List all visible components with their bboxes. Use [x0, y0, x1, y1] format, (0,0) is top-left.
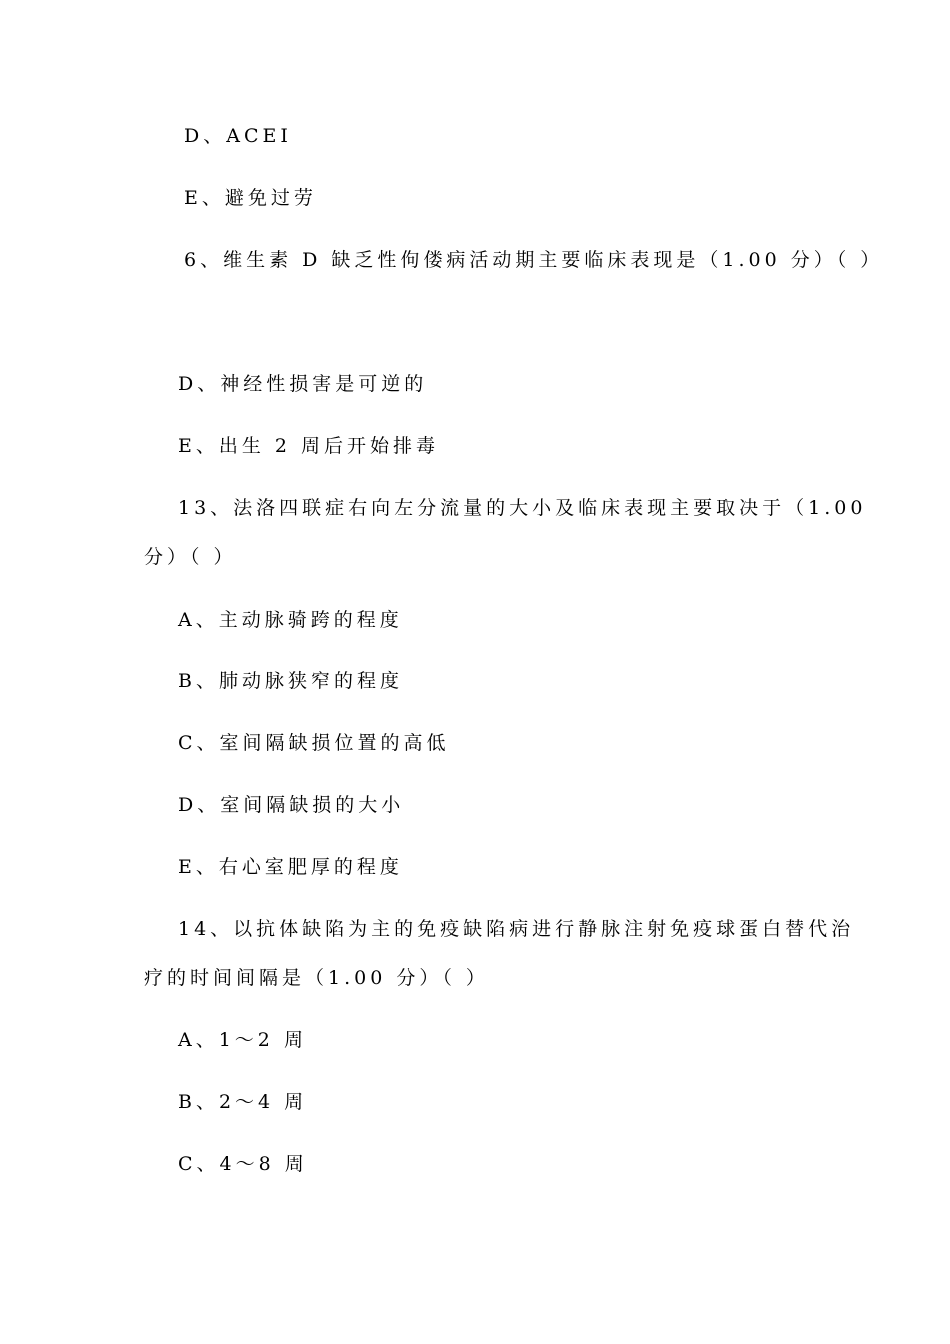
question-14-option-c: C、4～8 周 [178, 1153, 308, 1175]
question-13-option-b: B、肺动脉狭窄的程度 [178, 670, 403, 692]
question-13-line-2: 分）（ ） [144, 546, 237, 568]
question-13-option-d: D、室间隔缺损的大小 [178, 794, 405, 816]
question-6: 6、维生素 D 缺乏性佝偻病活动期主要临床表现是（1.00 分）（ ） [184, 249, 884, 271]
question-14-option-b: B、2～4 周 [178, 1091, 308, 1113]
question-13-option-a: A、主动脉骑跨的程度 [178, 609, 403, 631]
question-13-line-1: 13、法洛四联症右向左分流量的大小及临床表现主要取决于（1.00 [178, 497, 867, 519]
question-14-line-2: 疗的时间间隔是（1.00 分）（ ） [144, 967, 489, 989]
question-14-line-1: 14、以抗体缺陷为主的免疫缺陷病进行静脉注射免疫球蛋白替代治 [178, 918, 855, 940]
question-14-option-a: A、1～2 周 [178, 1029, 307, 1051]
option-d-acei: D、ACEI [184, 125, 292, 147]
question-13-option-e: E、右心室肥厚的程度 [178, 856, 403, 878]
option-e-avoid-fatigue: E、避免过劳 [184, 187, 317, 209]
question-13-option-c: C、室间隔缺损位置的高低 [178, 732, 450, 754]
option-d-neuro-damage: D、神经性损害是可逆的 [178, 373, 428, 395]
option-e-shedding: E、出生 2 周后开始排毒 [178, 435, 440, 457]
